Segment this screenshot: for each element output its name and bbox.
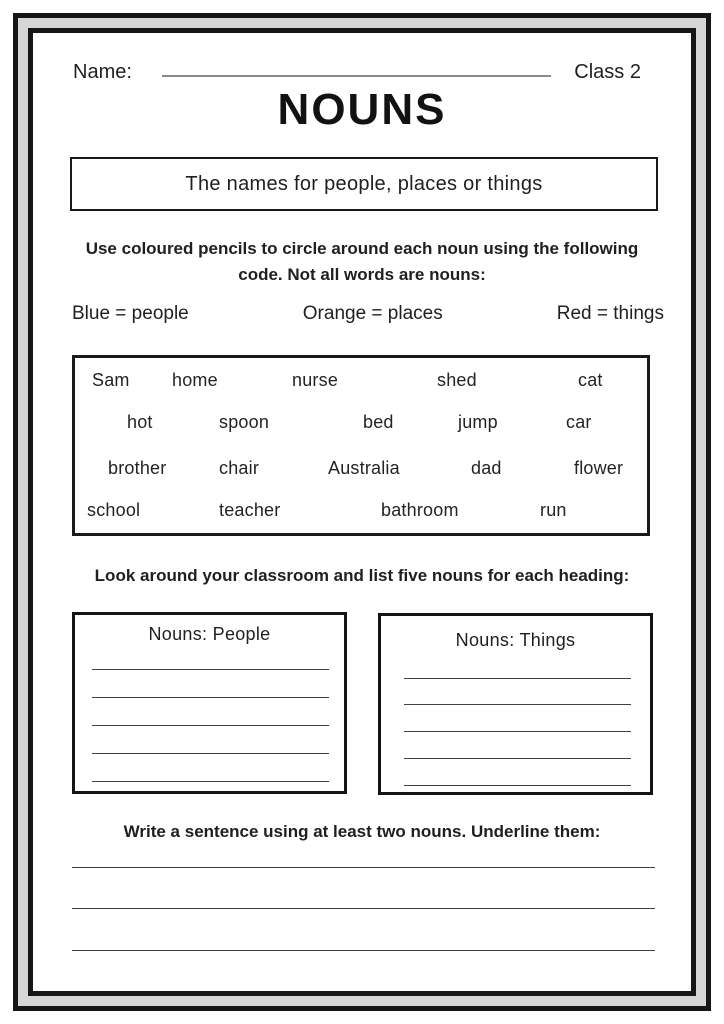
sentence-writing-line bbox=[72, 950, 655, 951]
inner-frame bbox=[28, 28, 696, 996]
writing-line bbox=[404, 704, 631, 705]
writing-line bbox=[92, 725, 329, 726]
word-bank-word: teacher bbox=[219, 500, 281, 520]
colour-code-legend bbox=[72, 303, 664, 325]
word-bank-box bbox=[72, 355, 650, 536]
word-bank-word: home bbox=[172, 370, 218, 390]
word-bank-word: cat bbox=[578, 370, 603, 390]
sentence-writing-line bbox=[72, 908, 655, 909]
name-fill-line bbox=[162, 75, 551, 77]
writing-line bbox=[404, 758, 631, 759]
sentence-writing-line bbox=[72, 867, 655, 868]
activity1-instruction: Use coloured pencils to circle around each noun using the following code. Not all words are nouns: bbox=[85, 239, 639, 284]
page-title: NOUNS bbox=[277, 85, 447, 134]
name-label: Name: bbox=[73, 60, 132, 83]
nouns-people-heading: Nouns: People bbox=[148, 624, 271, 644]
word-bank-word: flower bbox=[574, 458, 624, 478]
definition-text: The names for people, places or things bbox=[185, 172, 543, 195]
activity2-instruction: Look around your classroom and list five nouns for each heading: bbox=[94, 566, 630, 585]
outer-frame bbox=[13, 13, 711, 1011]
activity3-instruction: Write a sentence using at least two nouns. Underline them: bbox=[123, 822, 601, 841]
class-label: Class 2 bbox=[574, 60, 641, 83]
word-bank-word: bathroom bbox=[381, 500, 459, 520]
word-bank-word: brother bbox=[108, 458, 167, 478]
writing-line bbox=[92, 781, 329, 782]
nouns-people-box bbox=[72, 612, 347, 794]
writing-line bbox=[404, 731, 631, 732]
definition-box bbox=[70, 157, 658, 211]
word-bank-word: jump bbox=[458, 412, 498, 432]
writing-line bbox=[92, 697, 329, 698]
word-bank-word: Australia bbox=[328, 458, 400, 478]
writing-line bbox=[92, 669, 329, 670]
writing-line bbox=[404, 785, 631, 786]
word-bank-word: Sam bbox=[92, 370, 130, 390]
writing-line bbox=[92, 753, 329, 754]
word-bank-word: school bbox=[87, 500, 141, 520]
nouns-things-heading: Nouns: Things bbox=[455, 630, 576, 650]
writing-line bbox=[404, 678, 631, 679]
word-bank-word: dad bbox=[471, 458, 502, 478]
word-bank-word: car bbox=[566, 412, 592, 432]
word-bank-word: hot bbox=[127, 412, 153, 432]
word-bank-word: nurse bbox=[292, 370, 339, 390]
legend-item-red-things: Red = things bbox=[556, 303, 664, 324]
header-row bbox=[33, 57, 691, 87]
legend-item-blue-people: Blue = people bbox=[72, 303, 189, 324]
word-bank-word: shed bbox=[437, 370, 477, 390]
word-bank-word: spoon bbox=[219, 412, 270, 432]
legend-item-orange-places: Orange = places bbox=[302, 303, 443, 324]
word-bank-word: run bbox=[540, 500, 567, 520]
word-bank-word: bed bbox=[363, 412, 394, 432]
word-bank-word: chair bbox=[219, 458, 260, 478]
nouns-things-box bbox=[378, 613, 653, 795]
